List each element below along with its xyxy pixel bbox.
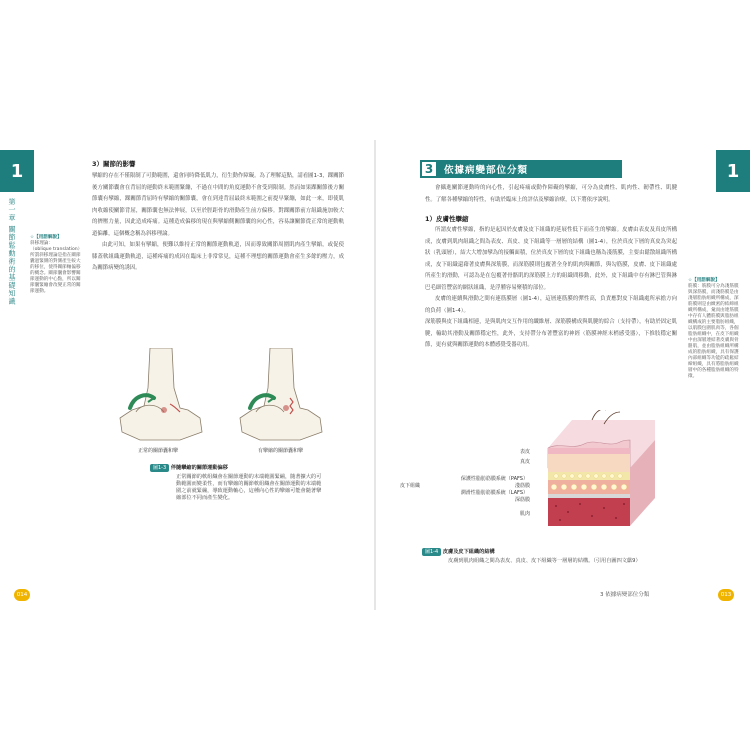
- label-muscle: 肌肉: [519, 511, 530, 517]
- figure-tag-1-3: 圖1-3: [150, 464, 169, 472]
- running-head-right: 3 依據病變部位分類: [600, 592, 650, 598]
- chapter-title-vertical: 第一章 關節鬆動術的基礎知識: [8, 198, 16, 306]
- ankle-contracted-drawing: [240, 348, 322, 440]
- section-number: 3: [420, 160, 438, 178]
- figure-1-4-illustration: [520, 410, 655, 530]
- figure-description-1-4: 皮膚到肌肉組織之間為表皮、真皮、皮下組織等一層層的結構。（引用自圖四文獻9）: [448, 558, 641, 564]
- label-normal-capsule: 正常的關節囊和攣: [138, 448, 179, 454]
- side-note-right-text: 筋膜：筋膜可分為淺筋膜與深筋膜，而淺筋膜是由淺層脂肪組織所構成，深筋膜則是由緻密的結締組織所構成，彙而由連筋膜中存有人體筋膜與脂肪組織構成的主要脂肪組織，以肌膜包圍肌肉等，各個脂肪組織中，在皮下組織中由深層連結著皮膚與骨骼肌，並由脂肪組織所構成的脂肪組織，具有保護內部組織等功能的疏鬆結締組織，具有將脂肪組織層中的各種脂肪組織的特徵。: [688, 284, 739, 379]
- side-note-left: [30, 235, 82, 295]
- paragraph-right-3: 深筋膜與皮下組織相連，是與肌肉交互作用的纖維層、深筋膜構成與肌腱的綜合（支持帶），有助於固定肌腱，輸助其滑動及關節穩定性，此外，支持帶分布著豐富的神經（筋膜神經末梢感受器），下推肢穩定關節，更有就與關節運動的本體感覺受器功用。: [425, 319, 677, 348]
- figure-1-3-illustration: [110, 348, 330, 458]
- left-text-block: [92, 159, 344, 275]
- label-epidermis: 表皮: [519, 449, 530, 455]
- skin-layers-drawing: [520, 410, 655, 530]
- label-contracted-capsule: 有攣縮的關節囊和攣: [258, 448, 304, 454]
- chapter-tab-left: 1: [0, 150, 34, 192]
- label-dermis: 真皮: [519, 459, 530, 465]
- folio-right: 013: [718, 589, 734, 601]
- section-title: 依據病變部位分類: [444, 165, 529, 176]
- label-superficial-fascia: 淺筋膜: [514, 483, 530, 489]
- label-deep-fascia: 深筋膜: [514, 497, 530, 503]
- figure-tag-1-4: 圖1-4: [422, 548, 441, 556]
- figure-title-1-3: 伴隨攣縮的關節運動偏移: [170, 465, 228, 471]
- paragraph-right-1: 所謂皮膚性攣縮，指的是起因於皮膚及皮下組織的延展性低下而產生的攣縮。皮膚由表皮及真皮所構成，皮膚到肌肉組織之間為表皮、真皮、皮下組織等一層層的結構（圖1-4），位於真皮下層的真皮為突起狀（乳頭層），結大大增加攣為的接觸面積，位於真皮下層的皮下組織也稱為淺筋膜，主要由鬆散組織所構成，皮下組織還藉著皮膚與深筋膜，而深筋膜則包覆著全身的肌肉與關節，與勾筋膜，皮膚、皮下組織處所產生的滑動，可認為是在包覆著骨骼肌的深筋膜上方的組織間移動，此外，皮下組織中存有淋巴管與淋巴毛細管豐富的網狀組織，是浮腫容易聚積的部位。: [425, 227, 677, 291]
- figure-title-1-4: 皮膚及皮下組織的結構: [442, 549, 495, 555]
- intro-paragraph: 會攝進關節運動時的向心性，引起疼痛或動作障礙的攣縮，可分為皮膚性、肌肉性、韌帶性、肌腱性。了解各種攣縮的特性，有助於臨床上的評估及攣縮治療，以下將依序說明。: [425, 185, 677, 203]
- side-note-right: [688, 278, 740, 380]
- ankle-joint-illustration: [110, 348, 330, 458]
- subheading-right: 1）皮膚性攣縮: [425, 215, 469, 223]
- figure-description-1-3: 正常關節的軟組織會在關節運動的末端範圍緊繃，隨著擴大的可動範圍而變柔性，而有攣縮的關節軟組織會在關節運動的末端範圍之前就緊繃，導致運動軸心，這種向心性的攣縮可能會隨著攣縮部位不同而產生變化。: [176, 474, 322, 501]
- side-note-term: 斜移理論：: [30, 241, 53, 246]
- figure-1-3-caption: [150, 464, 325, 502]
- side-note-text: 所謂斜移理論是指在關節囊過緊側的對側產生較大的移位，使得關節軸偏移的概念。關節囊會影響關節運動的中心點，所以關節囊緊繃會改變正常的關節運動。: [30, 253, 81, 294]
- side-note-heading: ☆【用語解說】: [30, 235, 62, 240]
- chapter-tab-right: 1: [716, 150, 750, 192]
- paragraph-left-1: 攣縮的存在不僅限制了可動範圍，還會同時降低肌力，衍生動作障礙。為了理解這點，請看圖1-3，踝關節後方關節囊會在背屈的運動終末範圍緊繃，不過在中間的角度運動不會受到限制。然而如果踝關節後方關節囊有攣縮，踝關節背屈時有攣縮的關節囊，會在到達背屈最終末範圍之前提早緊繃，如此一來，即使肌肉收縮使關節背屈，關節囊也無法伸展，以至於脛距骨的滑動產生前方偏移。對踝關節前方組織施加較大的擠壓力量，因此造成疼痛。這種造成偏移的現在與攣縮側關節囊的向心性，容易讓關節從正常的運動軌道偏離，這個概念稱為斜移理論。: [92, 173, 344, 237]
- right-text-block: [425, 183, 677, 352]
- section-header: [420, 160, 622, 178]
- label-lafs: 潤滑性脂肪筋膜系統（LAFS）: [460, 490, 528, 496]
- subheading-left: 3）關節的影響: [92, 160, 136, 168]
- label-pafs: 保護性脂肪筋膜系統（PAFS）: [460, 476, 528, 482]
- paragraph-right-2: 皮膚的連續與滑動之間有連筋膜層（圖1-4），這層連筋膜的彈性高，負責應對皮下組織處所承擔方向的負荷（圖1-4）。: [425, 296, 677, 314]
- label-subcutaneous: 皮下組織: [400, 483, 421, 489]
- gutter: [374, 140, 376, 610]
- side-note-term-en: （oblique translation）: [30, 247, 83, 252]
- folio-left: 014: [14, 589, 30, 601]
- figure-1-4-caption: [422, 548, 692, 565]
- paragraph-left-2: 由此可知，如果有攣縮，便難以維持正常的關節運動軌道，因而導致關節周圍肌肉產生攣縮，或促使膝蓋軟組織運動軌道，這種疼痛的成因在臨床上非常常見，這種不理想的關節運動會產生多餘的壓力，成為關節病變的誘因。: [92, 242, 344, 271]
- ankle-normal-drawing: [120, 348, 202, 440]
- side-note-right-heading: ☆【用語解說】: [688, 278, 720, 283]
